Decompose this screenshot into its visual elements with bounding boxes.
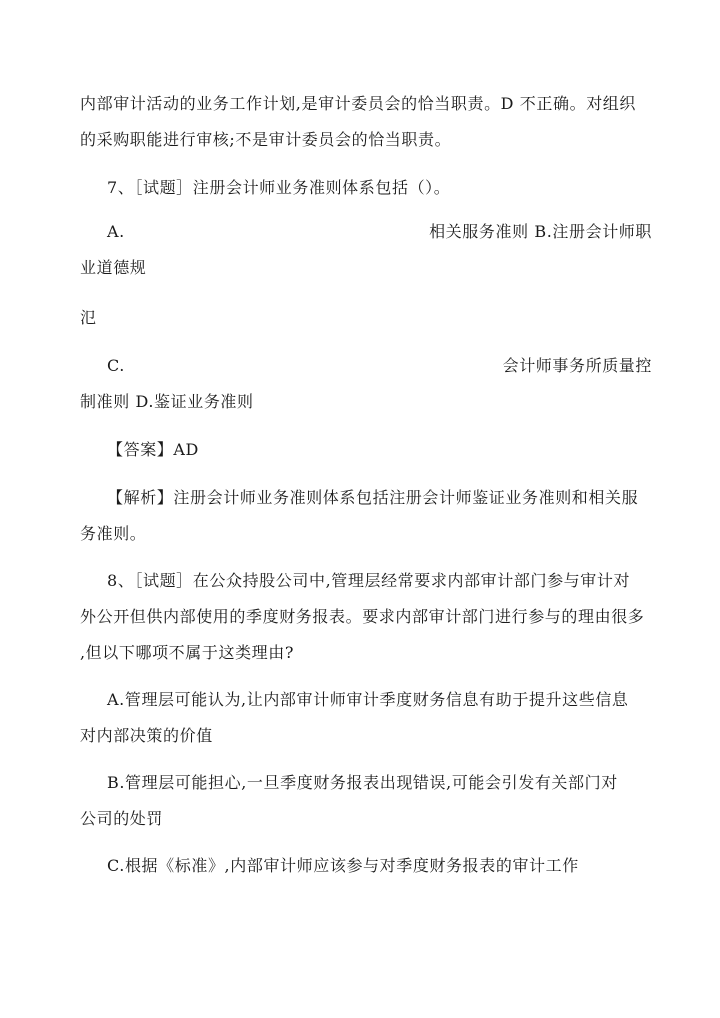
question-8-title: ,但以下哪项不属于这类理由?: [80, 643, 295, 662]
question-8-option-a: A.管理层可能认为,让内部审计师审计季度财务信息有助于提升这些信息: [107, 690, 629, 709]
option-c-text: 会计师事务所质量控: [502, 356, 652, 375]
question-7-option-a: [0, 221, 720, 243]
question-7-analysis: 【解析】注册会计师业务准则体系包括注册会计师鉴证业务准则和相关服: [107, 488, 639, 507]
question-7-analysis: 务准则。: [80, 524, 147, 543]
option-a-text: 相关服务准则 B.注册会计师职: [429, 222, 652, 241]
question-7-title: 7、［试题］注册会计师业务准则体系包括（）。: [107, 178, 451, 197]
question-7-option-c: [0, 355, 720, 377]
option-a-continuation: 业道德规: [80, 258, 147, 277]
question-8-option-b: B.管理层可能担心,一旦季度财务报表出现错误,可能会引发有关部门对: [107, 773, 618, 792]
option-c-continuation: 制准则 D.鉴证业务准则: [80, 392, 254, 411]
question-8-title: 外公开但供内部使用的季度财务报表。要求内部审计部门进行参与的理由很多: [80, 607, 645, 626]
option-c-label: C.: [107, 356, 125, 375]
option-a-continuation-2: 氾: [80, 308, 97, 327]
question-8-option-a: 对内部决策的价值: [80, 726, 213, 745]
question-8-option-b: 公司的处罚: [80, 809, 164, 828]
paragraph-line: 内部审计活动的业务工作计划,是审计委员会的恰当职责。D 不正确。对组织: [80, 94, 637, 113]
option-a-label: A.: [107, 222, 125, 241]
paragraph-line: 的采购职能进行审核;不是审计委员会的恰当职责。: [80, 130, 452, 149]
question-7-answer: 【答案】AD: [107, 440, 199, 459]
question-8-title: 8、［试题］在公众持股公司中,管理层经常要求内部审计部门参与审计对: [107, 571, 631, 590]
question-8-option-c: C.根据《标准》,内部审计师应该参与对季度财务报表的审计工作: [107, 856, 579, 875]
